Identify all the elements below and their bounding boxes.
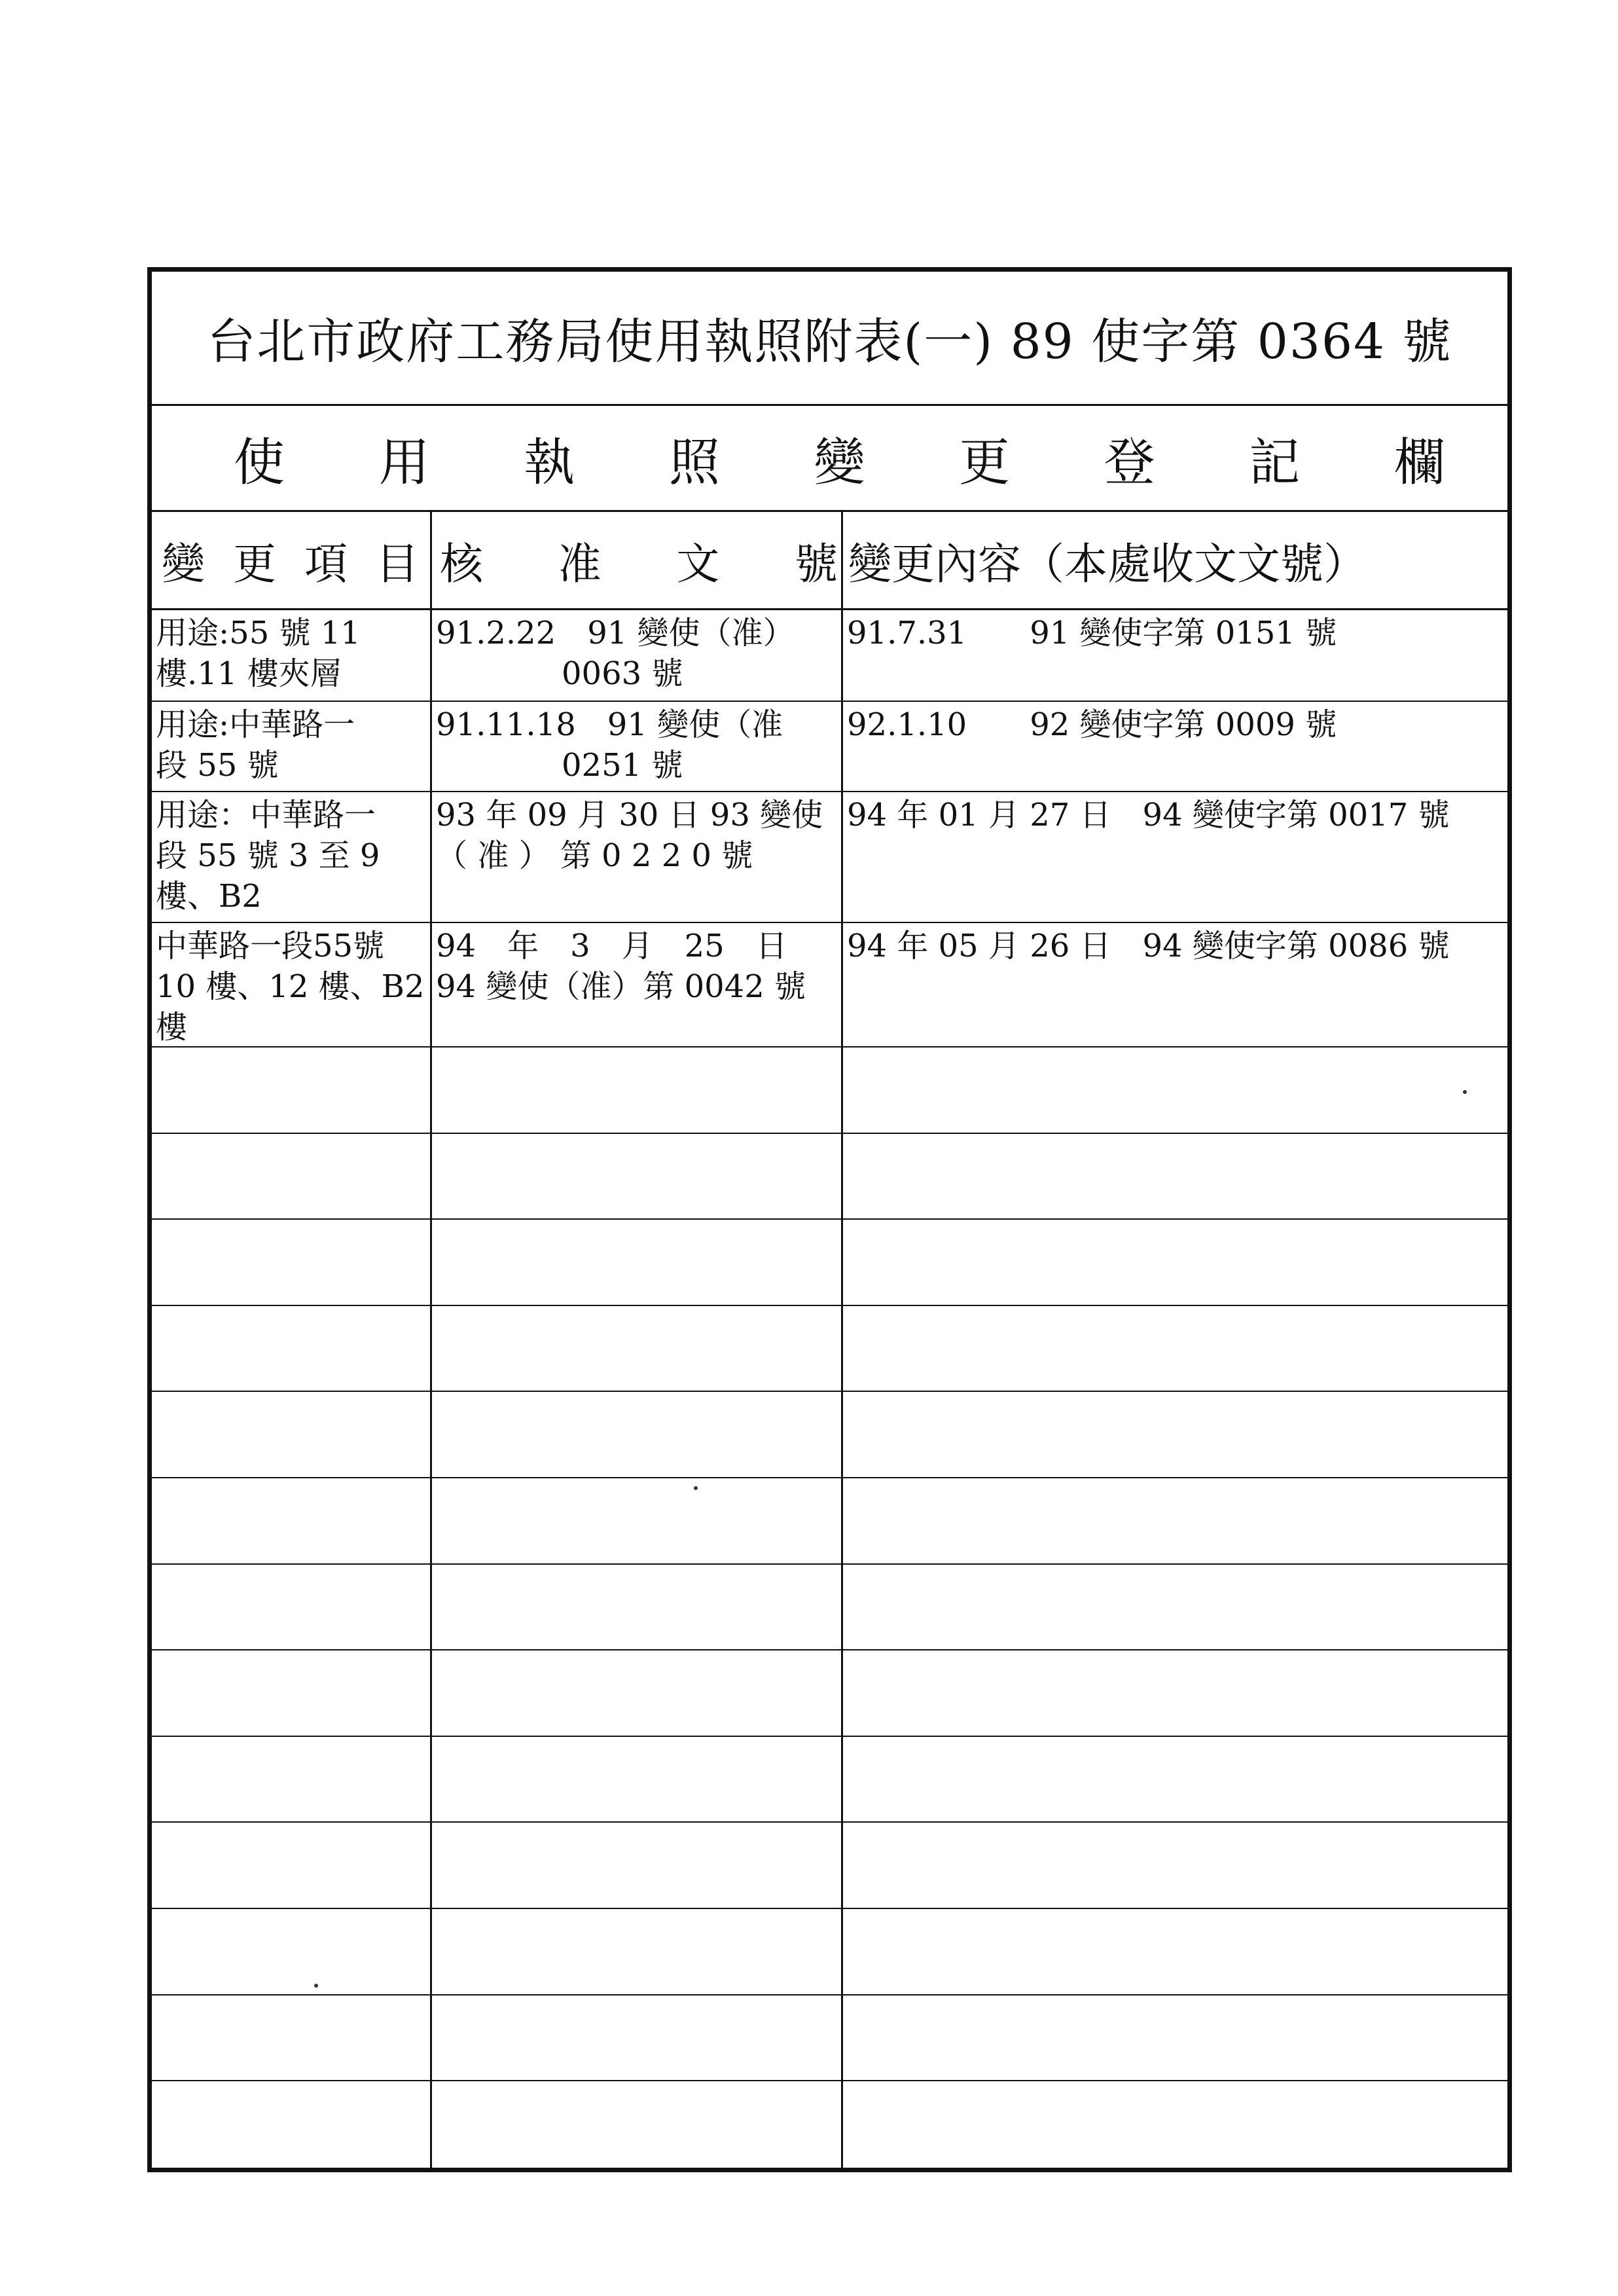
- cell-approval-number: 91.11.18 91 變使（准 0251 號: [436, 706, 783, 784]
- heading-char: 照: [668, 433, 720, 492]
- cell-approval-number: 94 年 3 月 25 日 94 變使（准）第 0042 號: [436, 928, 806, 1005]
- heading-char: 變: [814, 433, 865, 492]
- column-headers: [152, 512, 1507, 610]
- table-row: [152, 610, 1507, 702]
- empty-table-row: [152, 1220, 1507, 1306]
- column-header-approval: [432, 512, 843, 608]
- heading-char: 更: [959, 433, 1011, 492]
- document-frame: [147, 267, 1512, 2172]
- scan-speck: [314, 1984, 318, 1988]
- cell-approval-number: 91.2.22 91 變使（准） 0063 號: [436, 615, 795, 692]
- empty-table-row: [152, 1909, 1507, 1995]
- column-header-char: 核: [440, 539, 483, 589]
- cell-change-item: 中華路一段55號 10 樓、12 樓、B2 樓: [156, 928, 425, 1046]
- column-header-char: 准: [558, 539, 602, 589]
- column-header-change: [843, 512, 1507, 608]
- heading-char: 執: [524, 433, 575, 492]
- heading-char: 欄: [1393, 433, 1445, 492]
- table-row: [152, 792, 1507, 923]
- cell-change-item: 用途:中華路一 段 55 號: [156, 706, 355, 784]
- cell-change-item: 用途：中華路一 段 55 號 3 至 9 樓、B2: [156, 797, 380, 915]
- column-header-char: 更: [233, 539, 276, 589]
- register-table: [152, 610, 1507, 2168]
- empty-table-row: [152, 1392, 1507, 1478]
- cell-change-content: 92.1.10 92 變使字第 0009 號: [847, 706, 1337, 743]
- heading-char: 記: [1249, 433, 1301, 492]
- column-header-char: 變: [162, 539, 205, 589]
- empty-table-row: [152, 1306, 1507, 1393]
- scan-speck: [1463, 1090, 1467, 1094]
- cell-change-item: 用途:55 號 11 樓.11 樓夾層: [156, 615, 361, 692]
- empty-table-row: [152, 1995, 1507, 2082]
- column-header-char: 號: [794, 539, 838, 589]
- column-header-char: 目: [376, 539, 419, 589]
- empty-table-row: [152, 1134, 1507, 1220]
- heading-char: 使: [234, 433, 285, 492]
- empty-table-row: [152, 1650, 1507, 1737]
- empty-table-row: [152, 2081, 1507, 2168]
- document-title: 台北市政府工務局使用執照附表(一) 89 使字第 0364 號: [152, 272, 1507, 406]
- column-header-char: 文: [676, 539, 720, 589]
- empty-table-row: [152, 1737, 1507, 1823]
- cell-change-content: 94 年 05 月 26 日 94 變使字第 0086 號: [847, 928, 1450, 964]
- empty-table-row: [152, 1565, 1507, 1651]
- cell-change-content: 94 年 01 月 27 日 94 變使字第 0017 號: [847, 797, 1450, 833]
- empty-table-row: [152, 1478, 1507, 1565]
- heading-char: 登: [1104, 433, 1155, 492]
- table-row: [152, 702, 1507, 792]
- scan-speck: [694, 1486, 698, 1490]
- column-header-char: 變更內容（本處收文文號）: [848, 539, 1367, 589]
- empty-table-row: [152, 1823, 1507, 1909]
- register-heading: [152, 406, 1507, 512]
- cell-change-content: 91.7.31 91 變使字第 0151 號: [847, 615, 1337, 651]
- table-row: [152, 923, 1507, 1048]
- column-header-char: 項: [304, 539, 348, 589]
- empty-table-row: [152, 1048, 1507, 1134]
- cell-approval-number: 93 年 09 月 30 日 93 變使 （ 准 ） 第 0 2 2 0 號: [436, 797, 823, 874]
- heading-char: 用: [378, 433, 430, 492]
- column-header-item: [152, 512, 432, 608]
